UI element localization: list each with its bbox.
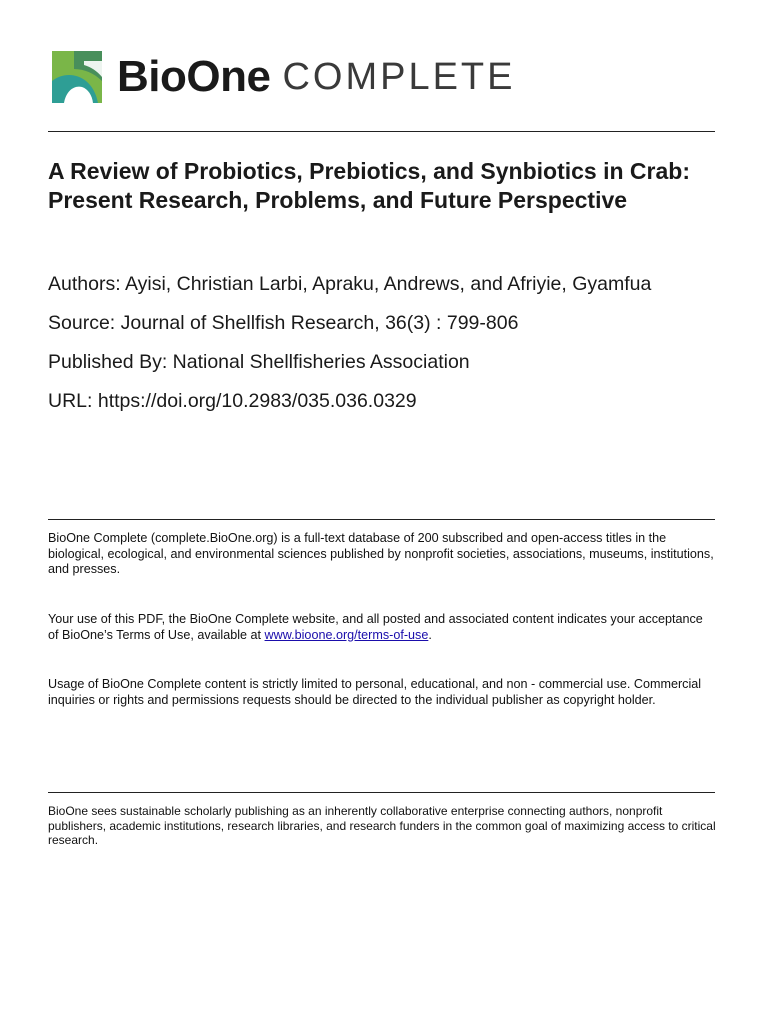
notice-divider [48, 519, 715, 520]
article-source: Source: Journal of Shellfish Research, 36(3) : 799-806 [48, 312, 519, 334]
terms-notice [48, 612, 716, 643]
usage-notice: Usage of BioOne Complete content is strictly limited to personal, educational, and non - commercial use. Commercial inquiries or rights and permissions requests should be directed to the individual publisher as copyright holder. [48, 677, 702, 707]
brand-suffix: COMPLETE [282, 56, 516, 98]
article-publisher: Published By: National Shellfisheries Association [48, 351, 470, 373]
bioone-logo-icon [52, 51, 102, 103]
brand-name: BioOne [117, 52, 271, 101]
article-url[interactable]: URL: https://doi.org/10.2983/035.036.0329 [48, 390, 417, 412]
about-notice: BioOne Complete (complete.BioOne.org) is a full-text database of 200 subscribed and open-access titles in the biological, ecological, and environmental sciences published by nonprofit societies, associations, museums, institutions, and presses. [48, 531, 714, 576]
footer-divider [48, 792, 715, 793]
article-title: A Review of Probiotics, Prebiotics, and Synbiotics in Crab: Present Research, Problems, and Future Perspective [48, 158, 690, 213]
article-authors: Authors: Ayisi, Christian Larbi, Apraku, Andrews, and Afriyie, Gyamfua [48, 273, 652, 295]
terms-of-use-link[interactable]: www.bioone.org/terms-of-use [264, 627, 429, 642]
header-divider [48, 131, 715, 132]
terms-suffix: . [428, 627, 432, 642]
terms-text: Your use of this PDF, the BioOne Complete website, and all posted and associated content indicates your acceptance of BioOne’s Terms of Use, available at [48, 612, 703, 642]
mission-statement: BioOne sees sustainable scholarly publishing as an inherently collaborative enterprise connecting authors, nonprofit publishers, academic institutions, research libraries, and research funders in the common goal of maximizing access to critical research. [48, 804, 716, 847]
bioone-complete-logo [52, 50, 516, 104]
